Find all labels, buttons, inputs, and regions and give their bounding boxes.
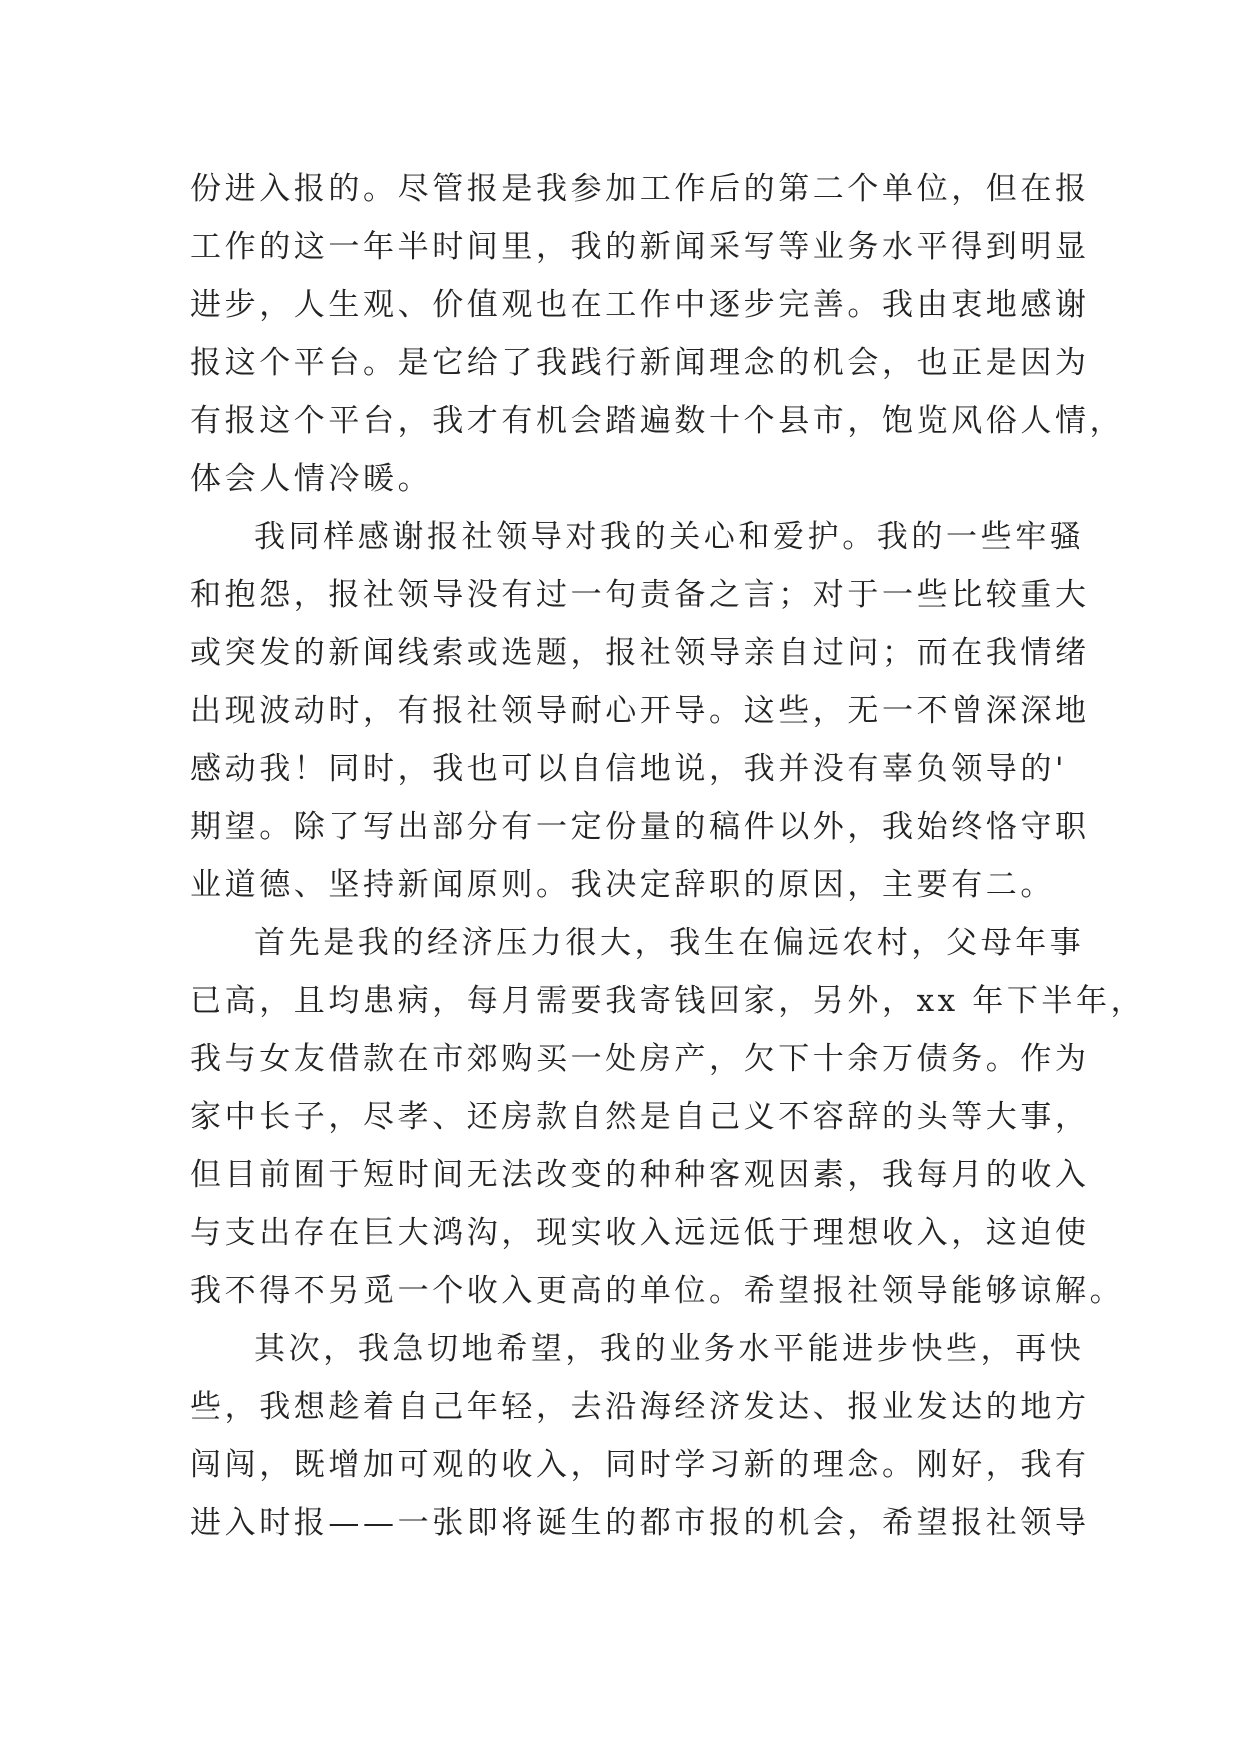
text-line: 我不得不另觅一个收入更高的单位。希望报社领导能够谅解。 (190, 1273, 1125, 1309)
text-line: 或突发的新闻线索或选题，报社领导亲自过问；而在我情绪 (190, 635, 1090, 671)
paragraph-first-line: 首先是我的经济压力很大，我生在偏远农村，父母年事 (254, 925, 1085, 961)
text-line: 闯闯，既增加可观的收入，同时学习新的理念。刚好，我有 (190, 1447, 1090, 1483)
text-line: 些，我想趁着自己年轻，去沿海经济发达、报业发达的地方 (190, 1389, 1090, 1425)
text-line: 但目前囿于短时间无法改变的种种客观因素，我每月的收入 (190, 1157, 1090, 1193)
text-line: 和抱怨，报社领导没有过一句责备之言；对于一些比较重大 (190, 577, 1090, 613)
text-line: 进入时报——一张即将诞生的都市报的机会，希望报社领导 (190, 1505, 1090, 1541)
text-line: 已高，且均患病，每月需要我寄钱回家，另外，xx 年下半年， (190, 983, 1146, 1019)
text-line: 体会人情冷暖。 (190, 461, 433, 497)
text-line: 业道德、坚持新闻原则。我决定辞职的原因，主要有二。 (190, 867, 1055, 903)
paragraph-first-line: 其次，我急切地希望，我的业务水平能进步快些，再快 (254, 1331, 1085, 1367)
text-line: 进步，人生观、价值观也在工作中逐步完善。我由衷地感谢 (190, 287, 1090, 323)
text-line: 工作的这一年半时间里，我的新闻采写等业务水平得到明显 (190, 229, 1090, 265)
document-body (190, 160, 1146, 1552)
text-line: 我与女友借款在市郊购买一处房产，欠下十余万债务。作为 (190, 1041, 1090, 1077)
text-line: 感动我！同时，我也可以自信地说，我并没有辜负领导的' (190, 751, 1068, 787)
text-line: 份进入报的。尽管报是我参加工作后的第二个单位，但在报 (190, 171, 1090, 207)
text-line: 报这个平台。是它给了我践行新闻理念的机会，也正是因为 (190, 345, 1090, 381)
text-line: 有报这个平台，我才有机会踏遍数十个县市，饱览风俗人情， (190, 403, 1125, 439)
text-line: 期望。除了写出部分有一定份量的稿件以外，我始终恪守职 (190, 809, 1090, 845)
text-line: 与支出存在巨大鸿沟，现实收入远远低于理想收入，这迫使 (190, 1215, 1090, 1251)
text-line: 家中长子，尽孝、还房款自然是自己义不容辞的头等大事， (190, 1099, 1090, 1135)
paragraph-first-line: 我同样感谢报社领导对我的关心和爱护。我的一些牢骚 (254, 519, 1085, 555)
text-line: 出现波动时，有报社领导耐心开导。这些，无一不曾深深地 (190, 693, 1090, 729)
